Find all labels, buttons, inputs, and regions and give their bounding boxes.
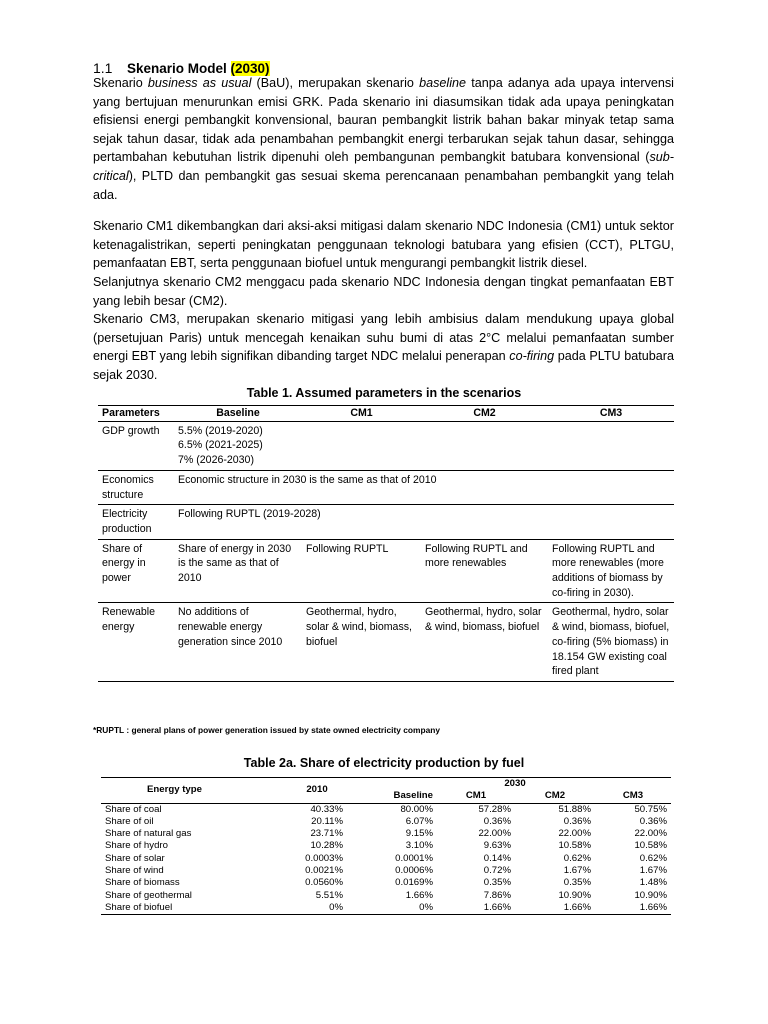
table-body [101, 803, 671, 915]
param-cell: GDP growth [98, 421, 174, 470]
share-value-cell: 5.51% [315, 889, 343, 901]
share-value-cell: 0.36% [563, 815, 591, 827]
value-cell: Geothermal, hydro, solar & wind, biomass, biofuel, co-firing (5% biomass) in 18.154 GW existing coal fired plant [548, 603, 674, 682]
share-value-cell: 51.88% [558, 803, 591, 815]
column-header: CM1 [302, 406, 421, 422]
share-value-cell: 0.35% [483, 877, 511, 889]
value-cell: Following RUPTL (2019-2028) [174, 505, 674, 539]
share-value-cell: 6.07% [405, 815, 433, 827]
cell-line: 7% (2026-2030) [178, 454, 254, 467]
table-header-row [98, 406, 674, 422]
cell-line: 6.5% (2021-2025) [178, 439, 263, 452]
table-row [98, 470, 674, 504]
energy-type-cell: Share of geothermal [105, 889, 192, 901]
param-cell: Economics structure [98, 470, 174, 504]
table-row [101, 853, 671, 865]
energy-type-cell: Share of natural gas [105, 828, 192, 840]
table-row [98, 505, 674, 539]
share-value-cell: 7.86% [483, 889, 511, 901]
share-value-cell: 1.66% [595, 902, 671, 915]
share-value-cell: 10.90% [634, 889, 667, 901]
param-cell: Share of energy in power [98, 539, 174, 603]
share-value-cell: 1.66% [515, 902, 595, 915]
column-header: CM2 [421, 406, 548, 422]
share-value-cell: 0.0001% [395, 852, 433, 864]
value-cell: Following RUPTL and more renewables (more additions of biomass by co-firing in 2030). [548, 539, 674, 603]
column-header: Energy type [101, 778, 261, 804]
text-run: Skenario [93, 76, 148, 90]
energy-type-cell: Share of solar [105, 852, 165, 864]
value-cell: Following RUPTL and more renewables [421, 539, 548, 603]
energy-type-cell: Share of wind [105, 865, 164, 877]
table-row [101, 902, 671, 915]
share-value-cell: 0% [261, 902, 347, 915]
paragraph-cm2: Selanjutnya skenario CM2 menggacu pada skenario NDC Indonesia dengan tingkat pemanfaatan EBT yang lebih besar (CM2). [93, 275, 674, 308]
share-value-cell: 1.48% [639, 877, 667, 889]
share-value-cell: 10.28% [310, 840, 343, 852]
text-run-italic: business as usual [147, 76, 252, 90]
energy-type-cell: Share of oil [105, 815, 154, 827]
share-value-cell: 50.75% [634, 803, 667, 815]
energy-type-cell: Share of biofuel [101, 902, 261, 915]
value-cell: Geothermal, hydro, solar & wind, biomass, biofuel [302, 603, 421, 682]
energy-type-cell: Share of coal [105, 803, 162, 815]
share-value-cell: 0.0560% [305, 877, 343, 889]
paragraph-bau [93, 74, 674, 204]
share-value-cell: 3.10% [405, 840, 433, 852]
text-run: (BaU), merupakan skenario [251, 76, 420, 90]
text-run-italic: co-firing [509, 349, 555, 364]
share-value-cell: 40.33% [310, 803, 343, 815]
share-value-cell: 0.36% [483, 815, 511, 827]
energy-type-cell: Share of hydro [105, 840, 168, 852]
table-row [101, 890, 671, 902]
share-value-cell: 1.66% [405, 889, 433, 901]
table-row [98, 421, 674, 470]
electricity-share-table [101, 777, 671, 915]
column-header: Baseline [174, 406, 302, 422]
table-row [98, 603, 674, 682]
paragraph-cm1: Skenario CM1 dikembangkan dari aksi-aksi mitigasi dalam skenario NDC Indonesia (CM1) untuk sektor ketenagalistrikan, seperti peningkatan penggunaan teknologi batubara yang efisien (CCT), PLTGU, pemanfaatan EBT, serta penggunaan biofuel untuk mengurangi pembangkit listrik diesel. [93, 219, 674, 271]
share-value-cell: 9.63% [483, 840, 511, 852]
share-value-cell: 57.28% [478, 803, 511, 815]
share-value-cell: 23.71% [310, 828, 343, 840]
text-run: Skenario CM3, merupakan skenario mitigasi yang lebih ambisius dalam mendukung upaya global (persetujuan Paris) untuk mencegah kenaikan suhu bumi di atas 2°C melalui pemanfaatan sumber energi EBT yang lebih signifikan dibanding target NDC melalui penerapan [93, 312, 674, 364]
value-cell: No additions of renewable energy generation since 2010 [174, 603, 302, 682]
share-value-cell: 1.66% [437, 902, 515, 915]
share-value-cell: 10.90% [558, 889, 591, 901]
text-run: pada PLTU batubara sejak 2030. [93, 349, 674, 382]
text-run: tanpa adanya ada upaya intervensi yang bertujuan menurunkan emisi GRK. Pada skenario ini diasumsikan tidak ada upaya peningkatan efisiensi energi pembangkit konvensional, bauran pembangkit listrik bahan bakar minyak tetap sama sejak tahun dasar, tidak ada penambahan pembangkit energi terbarukan sejak tahun dasar, sehingga pertambahan kebutuhan listrik dipenuhi oleh pembangunan pembangkit batubara konvensional ( [93, 76, 674, 165]
share-value-cell: 22.00% [634, 828, 667, 840]
share-value-cell: 9.15% [405, 828, 433, 840]
share-value-cell: 1.67% [639, 865, 667, 877]
share-value-cell: 0.0021% [305, 865, 343, 877]
table2-caption: Table 2a. Share of electricity production by fuel [243, 756, 525, 770]
value-cell: Economic structure in 2030 is the same as that of 2010 [174, 470, 674, 504]
value-cell: Following RUPTL [302, 539, 421, 603]
share-value-cell: 0.0003% [305, 852, 343, 864]
param-cell: Renewable energy [98, 603, 174, 682]
column-header: CM3 [548, 406, 674, 422]
share-value-cell: 1.67% [563, 865, 591, 877]
cell-line: 5.5% (2019-2020) [178, 424, 263, 437]
share-value-cell: 0.62% [563, 852, 591, 864]
column-header: CM2 [515, 790, 595, 803]
table-row [101, 877, 671, 889]
text-run: ), PLTD dan pembangkit gas sesuai skema perencanaan penambahan pembangkit yang telah ada. [93, 168, 674, 202]
table-row [101, 865, 671, 877]
text-run-italic: baseline [419, 76, 467, 90]
energy-type-cell: Share of biomass [105, 877, 180, 889]
table-row [101, 816, 671, 828]
share-value-cell: 0.0006% [395, 865, 433, 877]
share-value-cell: 0% [347, 902, 437, 915]
column-header: 2030 [347, 778, 671, 791]
table1-footnote: *RUPTL : general plans of power generation issued by state owned electricity company [93, 725, 441, 735]
share-value-cell: 0.36% [639, 815, 667, 827]
share-value-cell: 22.00% [478, 828, 511, 840]
column-header: Baseline [347, 790, 437, 803]
value-cell [174, 421, 674, 470]
table-row [101, 803, 671, 816]
column-header: CM1 [437, 790, 515, 803]
share-value-cell: 22.00% [558, 828, 591, 840]
value-cell: Geothermal, hydro, solar & wind, biomass, biofuel [421, 603, 548, 682]
share-value-cell: 0.62% [639, 852, 667, 864]
share-value-cell: 20.11% [311, 815, 343, 827]
table-row [101, 828, 671, 840]
share-value-cell: 0.35% [563, 877, 591, 889]
table-header-row [101, 778, 671, 791]
share-value-cell: 10.58% [558, 840, 591, 852]
share-value-cell: 0.72% [483, 865, 511, 877]
param-cell: Electricity production [98, 505, 174, 539]
table-row [101, 840, 671, 852]
share-value-cell: 80.00% [400, 803, 433, 815]
paragraph-cm3 [93, 310, 674, 384]
table-row [98, 539, 674, 603]
column-header: 2010 [261, 778, 347, 804]
share-value-cell: 10.58% [634, 840, 667, 852]
table1-caption: Table 1. Assumed parameters in the scenarios [246, 386, 522, 400]
value-cell: Share of energy in 2030 is the same as that of 2010 [174, 539, 302, 603]
highlighted-year: (2030) [230, 61, 270, 76]
text-run-italic: sub-critical [93, 150, 674, 183]
section-number: 1.1 [93, 60, 113, 76]
scenario-parameters-table [98, 405, 674, 682]
section-title: Skenario Model [127, 61, 231, 76]
column-header: CM3 [595, 790, 671, 803]
share-value-cell: 0.0169% [395, 877, 433, 889]
share-value-cell: 0.14% [483, 852, 511, 864]
column-header: Parameters [98, 406, 174, 422]
